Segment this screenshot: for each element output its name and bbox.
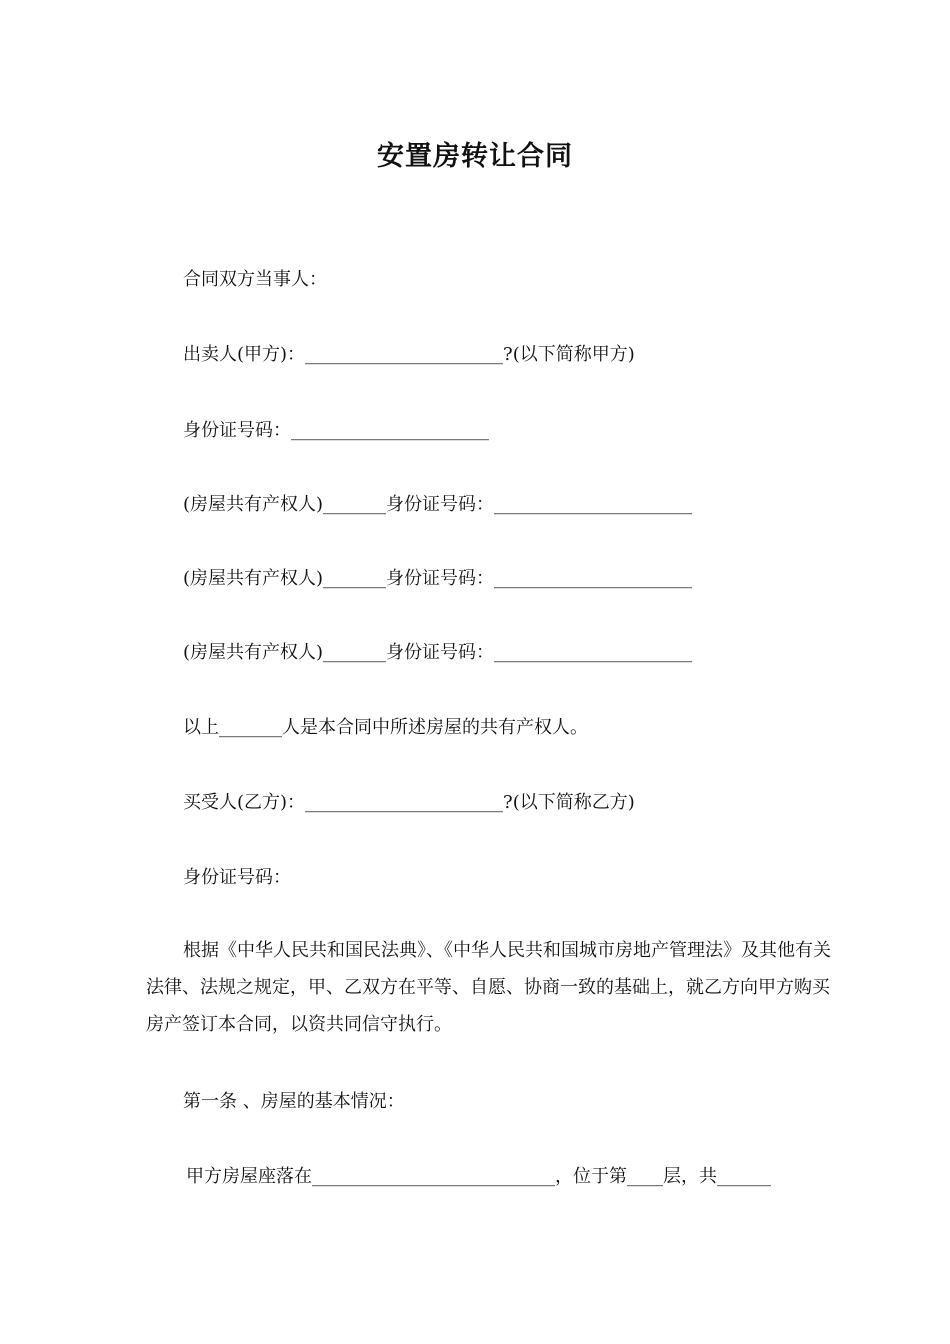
seller-line: 出卖人(甲方)：______________________?(以下简称甲方): [183, 344, 635, 365]
co-owners-summary-line: 以上_______人是本合同中所述房屋的共有产权人。: [183, 717, 588, 738]
parties-heading: 合同双方当事人：: [183, 269, 327, 290]
buyer-id-line: 身份证号码：: [183, 867, 291, 888]
legal-basis-paragraph: 根据《中华人民共和国民法典》、《中华人民共和国城市房地产管理法》及其他有关法律、法规之规定，甲、乙双方在平等、自愿、协商一致的基础上，就乙方向甲方购买房产签订本合同，以资共同信守执行。: [146, 940, 831, 1035]
buyer-line: 买受人(乙方)：______________________?(以下简称乙方): [183, 792, 635, 813]
article-1-location-line: 甲方房屋座落在___________________________，位于第____层，共______: [186, 1166, 771, 1187]
seller-id-line: 身份证号码：______________________: [183, 420, 489, 441]
document-title: 安置房转让合同: [377, 141, 573, 172]
article-1-heading: 第一条 、房屋的基本情况：: [183, 1091, 405, 1112]
co-owner-line-2: (房屋共有产权人)_______身份证号码：______________________: [183, 568, 693, 589]
co-owner-line-1: (房屋共有产权人)_______身份证号码：______________________: [183, 494, 693, 515]
co-owner-line-3: (房屋共有产权人)_______身份证号码：______________________: [183, 642, 693, 663]
